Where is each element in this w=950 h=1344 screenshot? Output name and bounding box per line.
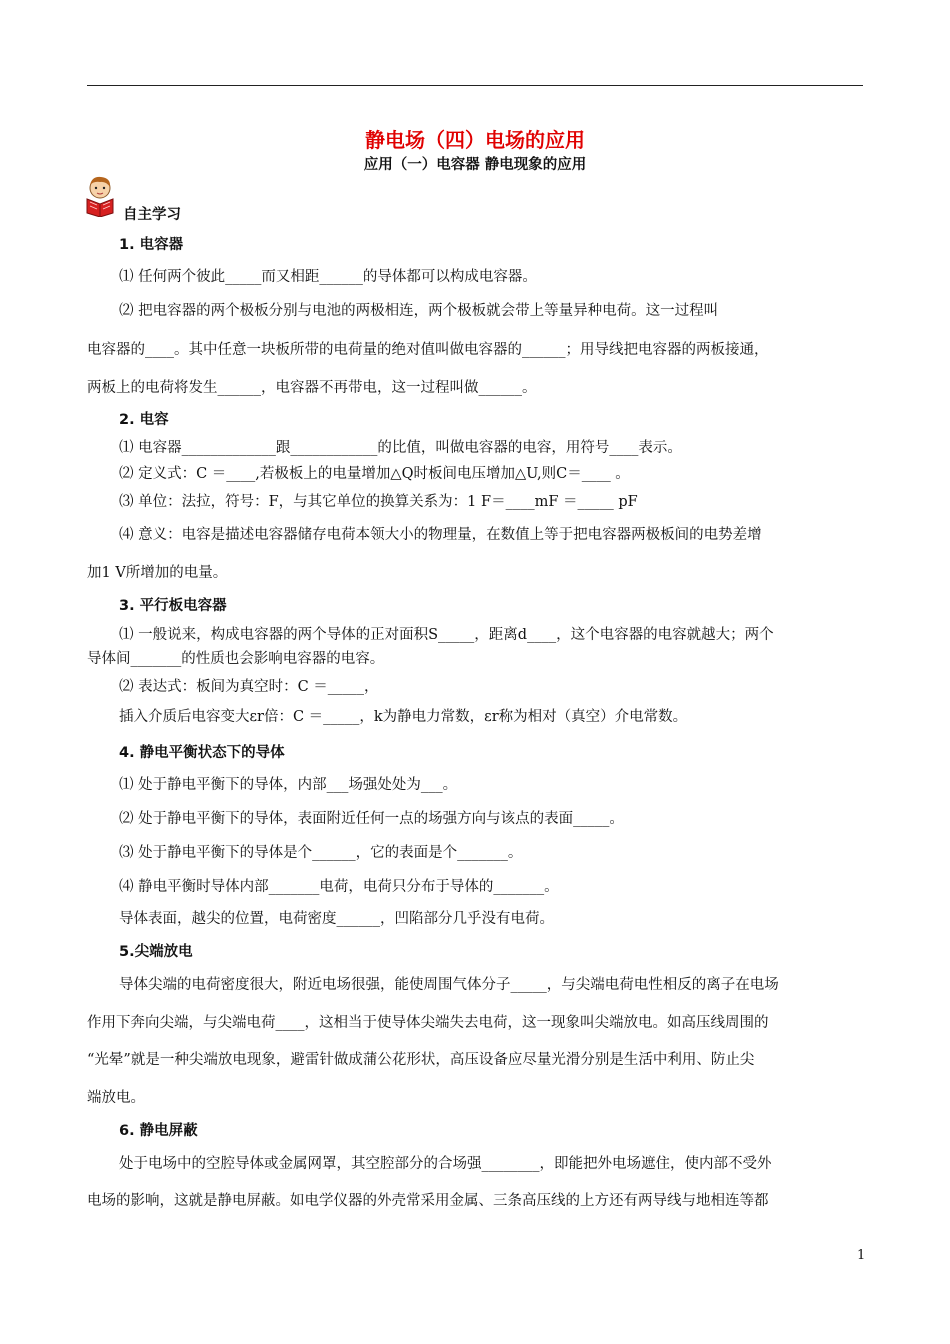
text-line: ⑴ 一般说来，构成电容器的两个导体的正对面积S_____，距离d____，这个电容器的电容就越大；两个: [119, 627, 774, 643]
text-line: 导体间_______的性质也会影响电容器的电容。: [87, 651, 385, 667]
text-line: ⑶ 处于静电平衡下的导体是个______，它的表面是个_______。: [119, 845, 523, 861]
text-line: 作用下奔向尖端，与尖端电荷____，这相当于使导体尖端失去电荷，这一现象叫尖端放电。如高压线周围的: [87, 1015, 769, 1031]
page-number: 1: [857, 1248, 866, 1263]
heading-electrostatic-shielding: 6. 静电屏蔽: [119, 1123, 198, 1139]
text-line: “光晕”就是一种尖端放电现象，避雷针做成蒲公花形状，高压设备应尽量光滑分别是生活中利用、防止尖: [87, 1052, 755, 1068]
text-line: ⑴ 处于静电平衡下的导体，内部___场强处处为___。: [119, 777, 458, 793]
text-line: ⑷ 意义：电容是描述电容器储存电荷本领大小的物理量，在数值上等于把电容器两极板间的电势差增: [119, 527, 762, 543]
heading-capacitance: 2. 电容: [119, 412, 169, 428]
text-line: ⑴ 电容器_____________跟____________的比值，叫做电容器的电容，用符号____表示。: [119, 440, 682, 456]
text-line: 电容器的____。其中任意一块板所带的电荷量的绝对值叫做电容器的______；用导线把电容器的两板接通，: [87, 342, 769, 358]
text-line: ⑶ 单位：法拉，符号：F，与其它单位的换算关系为：1 F＝____mF ＝_____ pF: [119, 494, 638, 510]
page-subtitle: 应用（一）电容器 静电现象的应用: [363, 157, 587, 173]
reading-child-icon: [81, 175, 117, 217]
text-line: 导体尖端的电荷密度很大，附近电场很强，能使周围气体分子_____，与尖端电荷电性相反的离子在电场: [119, 977, 779, 993]
text-line: 插入介质后电容变大εr倍：C ＝_____，k为静电力常数，εr称为相对（真空）介电常数。: [119, 709, 688, 725]
text-line: 两板上的电荷将发生______，电容器不再带电，这一过程叫做______。: [87, 380, 537, 396]
text-line: ⑵ 把电容器的两个极板分别与电池的两极相连，两个极板就会带上等量异种电荷。这一过程叫: [119, 303, 719, 319]
text-line: ⑵ 处于静电平衡下的导体，表面附近任何一点的场强方向与该点的表面_____。: [119, 811, 624, 827]
text-line: 导体表面，越尖的位置，电荷密度______，凹陷部分几乎没有电荷。: [119, 911, 554, 927]
page-title: 静电场（四）电场的应用: [365, 128, 585, 152]
heading-electrostatic-equilibrium: 4. 静电平衡状态下的导体: [119, 745, 285, 761]
text-line: 加1 V所增加的电量。: [87, 565, 228, 581]
heading-capacitor: 1. 电容器: [119, 237, 184, 253]
heading-parallel-plate: 3. 平行板电容器: [119, 598, 227, 614]
text-line: ⑴ 任何两个彼此_____而又相距______的导体都可以构成电容器。: [119, 269, 537, 285]
section-label-self-study: 自主学习: [123, 207, 181, 223]
text-line: 处于电场中的空腔导体或金属网罩，其空腔部分的合场强________，即能把外电场遮住，使内部不受外: [119, 1156, 772, 1172]
text-line: 端放电。: [87, 1090, 145, 1106]
text-line: 电场的影响，这就是静电屏蔽。如电学仪器的外壳常采用金属、三条高压线的上方还有两导线与地相连等都: [87, 1193, 769, 1209]
text-line: ⑵ 定义式：C ＝____,若极板上的电量增加△Q时板间电压增加△U,则C＝____ 。: [119, 466, 630, 482]
text-line: ⑵ 表达式：板间为真空时：C ＝_____，: [119, 679, 379, 695]
text-line: ⑷ 静电平衡时导体内部_______电荷，电荷只分布于导体的_______。: [119, 879, 559, 895]
header-rule: [87, 85, 863, 86]
heading-point-discharge: 5.尖端放电: [119, 944, 193, 960]
